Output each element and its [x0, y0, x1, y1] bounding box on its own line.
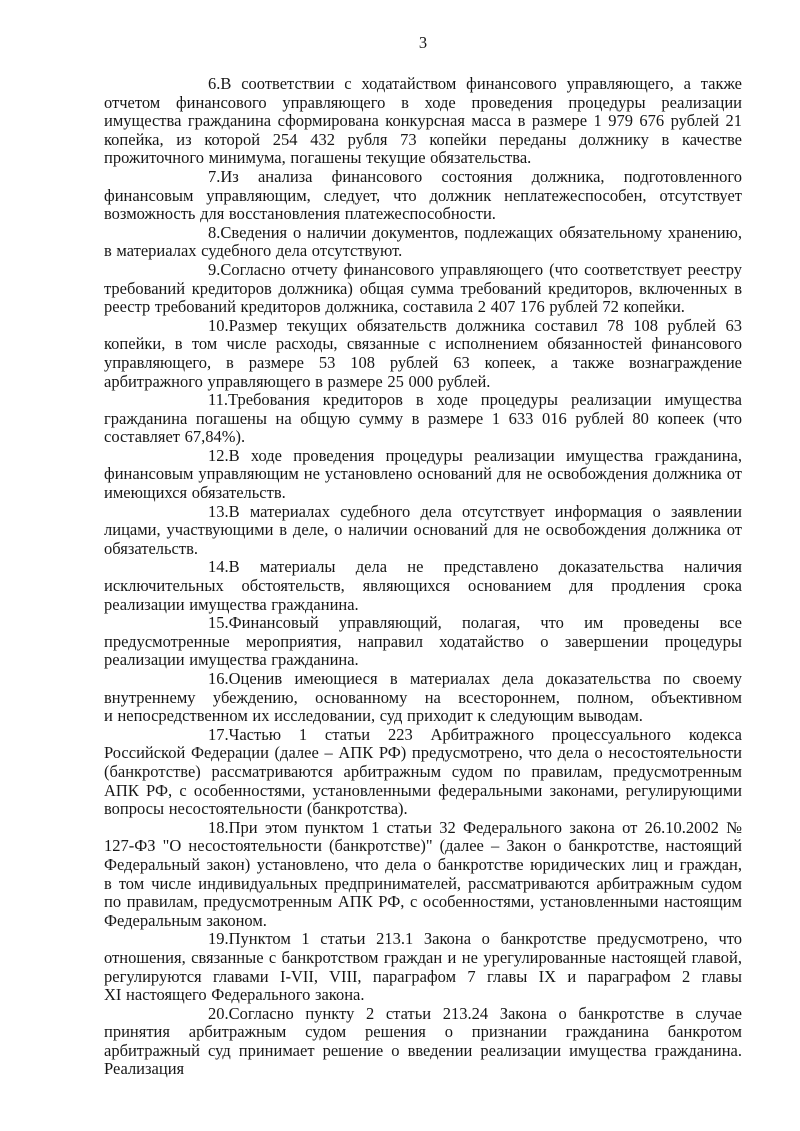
paragraph-number: 17. [208, 724, 229, 744]
paragraph-number: 9. [208, 259, 221, 279]
paragraph-number: 20. [208, 1003, 229, 1023]
paragraph-text: В материалы дела не представлено доказательства наличия исключительных обстоятельств, являющихся основанием для продления срока реализации имущества гражданина. [104, 557, 742, 614]
paragraph-text: Частью 1 статьи 223 Арбитражного процессуального кодекса Российской Федерации (далее – АПК РФ) предусмотрено, что дела о несостоятельности (банкротстве) рассматриваются арбитражным судом по правилам, предусмотренным АПК РФ, с особенностями, установленными федеральными законами, регулирующими вопросы несостоятельности (банкротства). [104, 724, 742, 819]
paragraph-7 [104, 168, 742, 224]
paragraph-number: 12. [208, 445, 229, 465]
paragraph-12 [104, 447, 742, 503]
paragraph-text: Финансовый управляющий, полагая, что им проведены все предусмотренные мероприятия, направил ходатайство о завершении процедуры реализации имущества гражданина. [104, 613, 742, 670]
paragraph-17 [104, 726, 742, 819]
paragraph-number: 6. [208, 74, 221, 93]
paragraph-9 [104, 261, 742, 317]
paragraph-text: Оценив имеющиеся в материалах дела доказательства по своему внутреннему убеждению, основанному на всестороннем, полном, объективном и непосредственном их исследовании, суд приходит к следующим выводам. [104, 669, 742, 726]
paragraph-number: 13. [208, 501, 229, 521]
document-body [104, 75, 742, 1079]
paragraph-8 [104, 224, 742, 261]
paragraph-text: Из анализа финансового состояния должника, подготовленного финансовым управляющим, следует, что должник неплатежеспособен, отсутствует возможность для восстановления платежеспособности. [104, 166, 742, 224]
paragraph-number: 11. [208, 390, 229, 410]
paragraph-number: 15. [208, 613, 229, 633]
paragraph-number: 8. [208, 222, 221, 242]
paragraph-text: Размер текущих обязательств должника составил 78 108 рублей 63 копейки, в том числе расходы, связанные с исполнением обязанностей финансового управляющего, в размере 53 108 рублей 63 копеек, а также вознаграждение арбитражного управляющего в размере 25 000 рублей. [104, 315, 742, 391]
paragraph-text: При этом пунктом 1 статьи 32 Федерального закона от 26.10.2002 № 127-ФЗ "О несостоятельности (банкротстве)" (далее – Закон о банкротстве, настоящий Федеральный закон) установлено, что дела о банкротстве юридических лиц и граждан, в том числе индивидуальных предпринимателей, рассматриваются арбитражным судом по правилам, предусмотренным АПК РФ, с особенностями, установленными настоящим Федеральным законом. [104, 817, 742, 930]
paragraph-text: Сведения о наличии документов, подлежащих обязательному хранению, в материалах судебного дела отсутствуют. [104, 222, 742, 261]
paragraph-text: В материалах судебного дела отсутствует информация о заявлении лицами, участвующими в деле, о наличии оснований для не освобождения должника от обязательств. [104, 501, 742, 558]
paragraph-number: 19. [208, 929, 229, 949]
paragraph-text: Пунктом 1 статьи 213.1 Закона о банкротстве предусмотрено, что отношения, связанные с банкротством граждан и не урегулированные настоящей главой, регулируются главами I-VII, VIII, параграфом 7 главы IX и параграфом 2 главы XI настоящего Федерального закона. [104, 929, 742, 1005]
paragraph-13 [104, 503, 742, 559]
paragraph-18 [104, 819, 742, 931]
paragraph-number: 10. [208, 315, 229, 335]
page-number: 3 [418, 33, 428, 52]
paragraph-11 [104, 391, 742, 447]
paragraph-text: Согласно отчету финансового управляющего (что соответствует реестру требований кредиторов должника) общая сумма требований кредиторов, включенных в реестр требований кредиторов должника, составила 2 407 176 рублей 72 копейки. [104, 259, 742, 317]
paragraph-text: Требования кредиторов в ходе процедуры реализации имущества гражданина погашены на общую сумму в размере 1 633 016 рублей 80 копеек (что составляет 67,84%). [104, 390, 742, 447]
paragraph-text: В соответствии с ходатайством финансового управляющего, а также отчетом финансового управляющего в ходе проведения процедуры реализации имущества гражданина сформирована конкурсная масса в размере 1 979 676 рублей 21 копейка, из которой 254 432 рубля 73 копейки переданы должнику в качестве прожиточного минимума, погашены текущие обязательства. [104, 74, 742, 168]
paragraph-number: 7. [208, 166, 221, 186]
paragraph-19 [104, 930, 742, 1004]
paragraph-text: Согласно пункту 2 статьи 213.24 Закона о банкротстве в случае принятия арбитражным судом решения о признании гражданина банкротом арбитражный суд принимает решение о введении реализации имущества гражданина. Реализация [104, 1003, 742, 1079]
paragraph-6 [104, 75, 742, 168]
paragraph-10 [104, 317, 742, 391]
paragraph-14 [104, 558, 742, 614]
paragraph-16 [104, 670, 742, 726]
paragraph-number: 18. [208, 817, 229, 837]
paragraph-text: В ходе проведения процедуры реализации имущества гражданина, финансовым управляющим не установлено оснований для не освобождения должника от имеющихся обязательств. [104, 445, 742, 503]
paragraph-number: 14. [208, 557, 229, 577]
paragraph-20 [104, 1005, 742, 1079]
paragraph-15 [104, 614, 742, 670]
paragraph-number: 16. [208, 669, 229, 688]
